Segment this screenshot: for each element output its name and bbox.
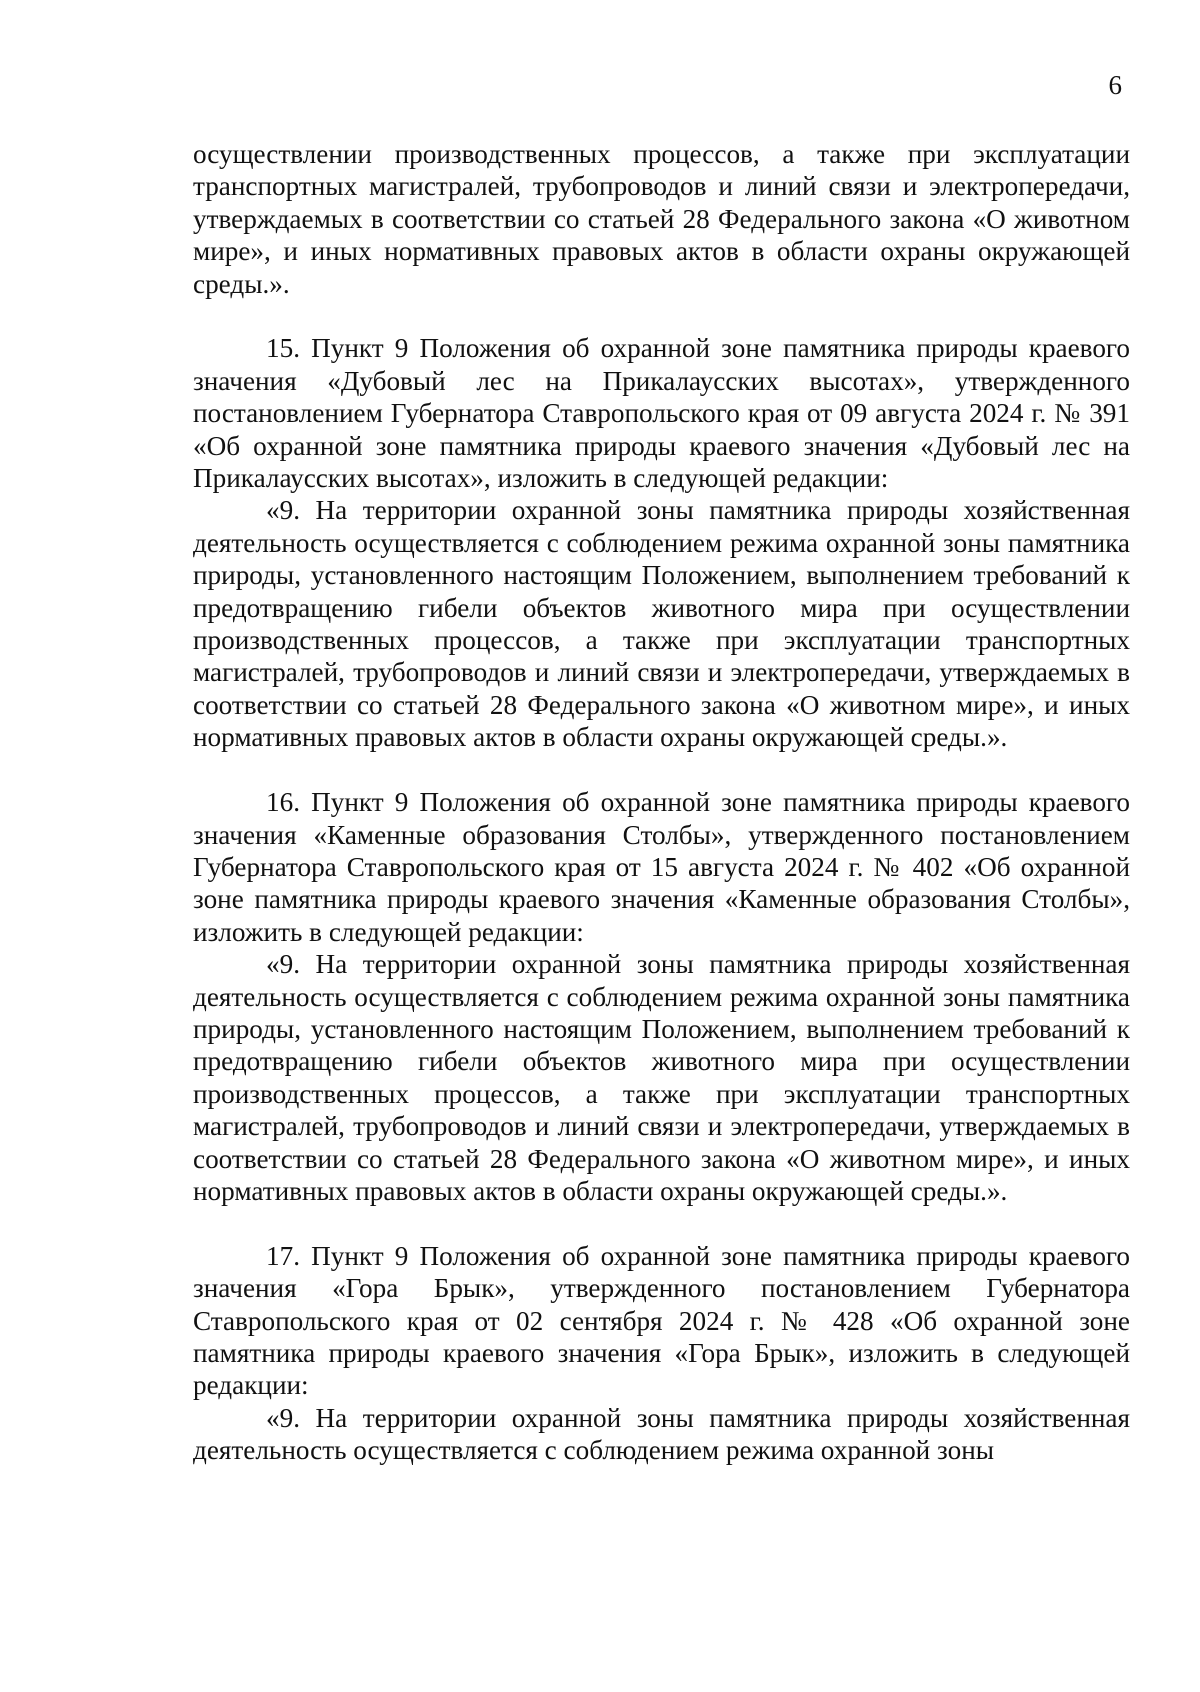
- paragraph-item-16: 16. Пункт 9 Положения об охранной зоне памятника природы краевого значения «Каменные образования Столбы», утвержденного постановлением Губернатора Ставропольского края от 15 августа 2024 г. № 402 «Об охранной зоне памятника природы краевого значения «Каменные образования Столбы», изложить в следующей редакции:: [193, 787, 1130, 947]
- paragraph-item-15: 15. Пункт 9 Положения об охранной зоне памятника природы краевого значения «Дубовый лес на Прикалаусских высотах», утвержденного постановлением Губернатора Ставропольского края от 09 августа 2024 г. № 391 «Об охранной зоне памятника природы краевого значения «Дубовый лес на Прикалаусских высотах», изложить в следующей редакции:: [193, 333, 1130, 494]
- paragraph-item-17-quote: «9. На территории охранной зоны памятника природы хозяйственная деятельность осуществляется с соблюдением режима охранной зоны: [193, 1402, 1130, 1466]
- page-number: 6: [1108, 70, 1122, 100]
- paragraph-item-15-quote: «9. На территории охранной зоны памятника природы хозяйственная деятельность осуществляется с соблюдением режима охранной зоны памятника природы, установленного настоящим Положением, выполнением требований к предотвращению гибели объектов животного мира при осуществлении производственных процессов, а также при эксплуатации транспортных магистралей, трубопроводов и линий связи и электропередачи, утверждаемых в соответствии со статьей 28 Федерального закона «О животном мире», и иных нормативных правовых актов в области охраны окружающей среды.».: [193, 495, 1130, 753]
- paragraph-item-16-quote: «9. На территории охранной зоны памятника природы хозяйственная деятельность осуществляется с соблюдением режима охранной зоны памятника природы, установленного настоящим Положением, выполнением требований к предотвращению гибели объектов животного мира при осуществлении производственных процессов, а также при эксплуатации транспортных магистралей, трубопроводов и линий связи и электропередачи, утверждаемых в соответствии со статьей 28 Федерального закона «О животном мире», и иных нормативных правовых актов в области охраны окружающей среды.».: [193, 949, 1130, 1206]
- paragraph-continuation: осуществлении производственных процессов, а также при эксплуатации транспортных магистралей, трубопроводов и линий связи и электропередачи, утверждаемых в соответствии со статьей 28 Федерального закона «О животном мире», и иных нормативных правовых актов в области охраны окружающей среды.».: [193, 139, 1130, 299]
- document-body: [193, 138, 1130, 1467]
- paragraph-item-17: 17. Пункт 9 Положения об охранной зоне памятника природы краевого значения «Гора Брык», утвержденного постановлением Губернатора Ставропольского края от 02 сентября 2024 г. № 428 «Об охранной зоне памятника природы краевого значения «Гора Брык», изложить в следующей редакции:: [193, 1240, 1130, 1401]
